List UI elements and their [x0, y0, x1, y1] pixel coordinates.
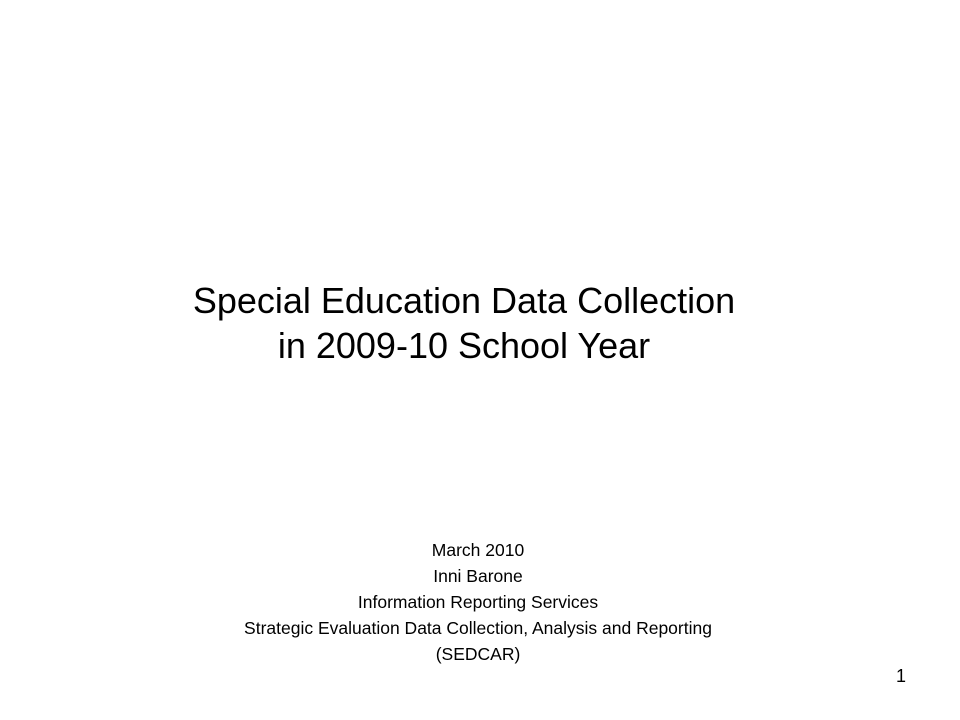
title-line-2: in 2009-10 School Year [277, 325, 651, 366]
title-line-1: Special Education Data Collection [192, 280, 736, 321]
division-name: Strategic Evaluation Data Collection, Analysis and Reporting [244, 618, 712, 638]
slide-title [0, 278, 928, 368]
presenter-name: Inni Barone [433, 566, 523, 586]
slide-subtitle [0, 537, 956, 667]
slide-number: 1 [895, 666, 906, 686]
division-acronym: (SEDCAR) [435, 644, 521, 664]
presentation-date: March 2010 [431, 540, 525, 560]
department-name: Information Reporting Services [357, 592, 599, 612]
